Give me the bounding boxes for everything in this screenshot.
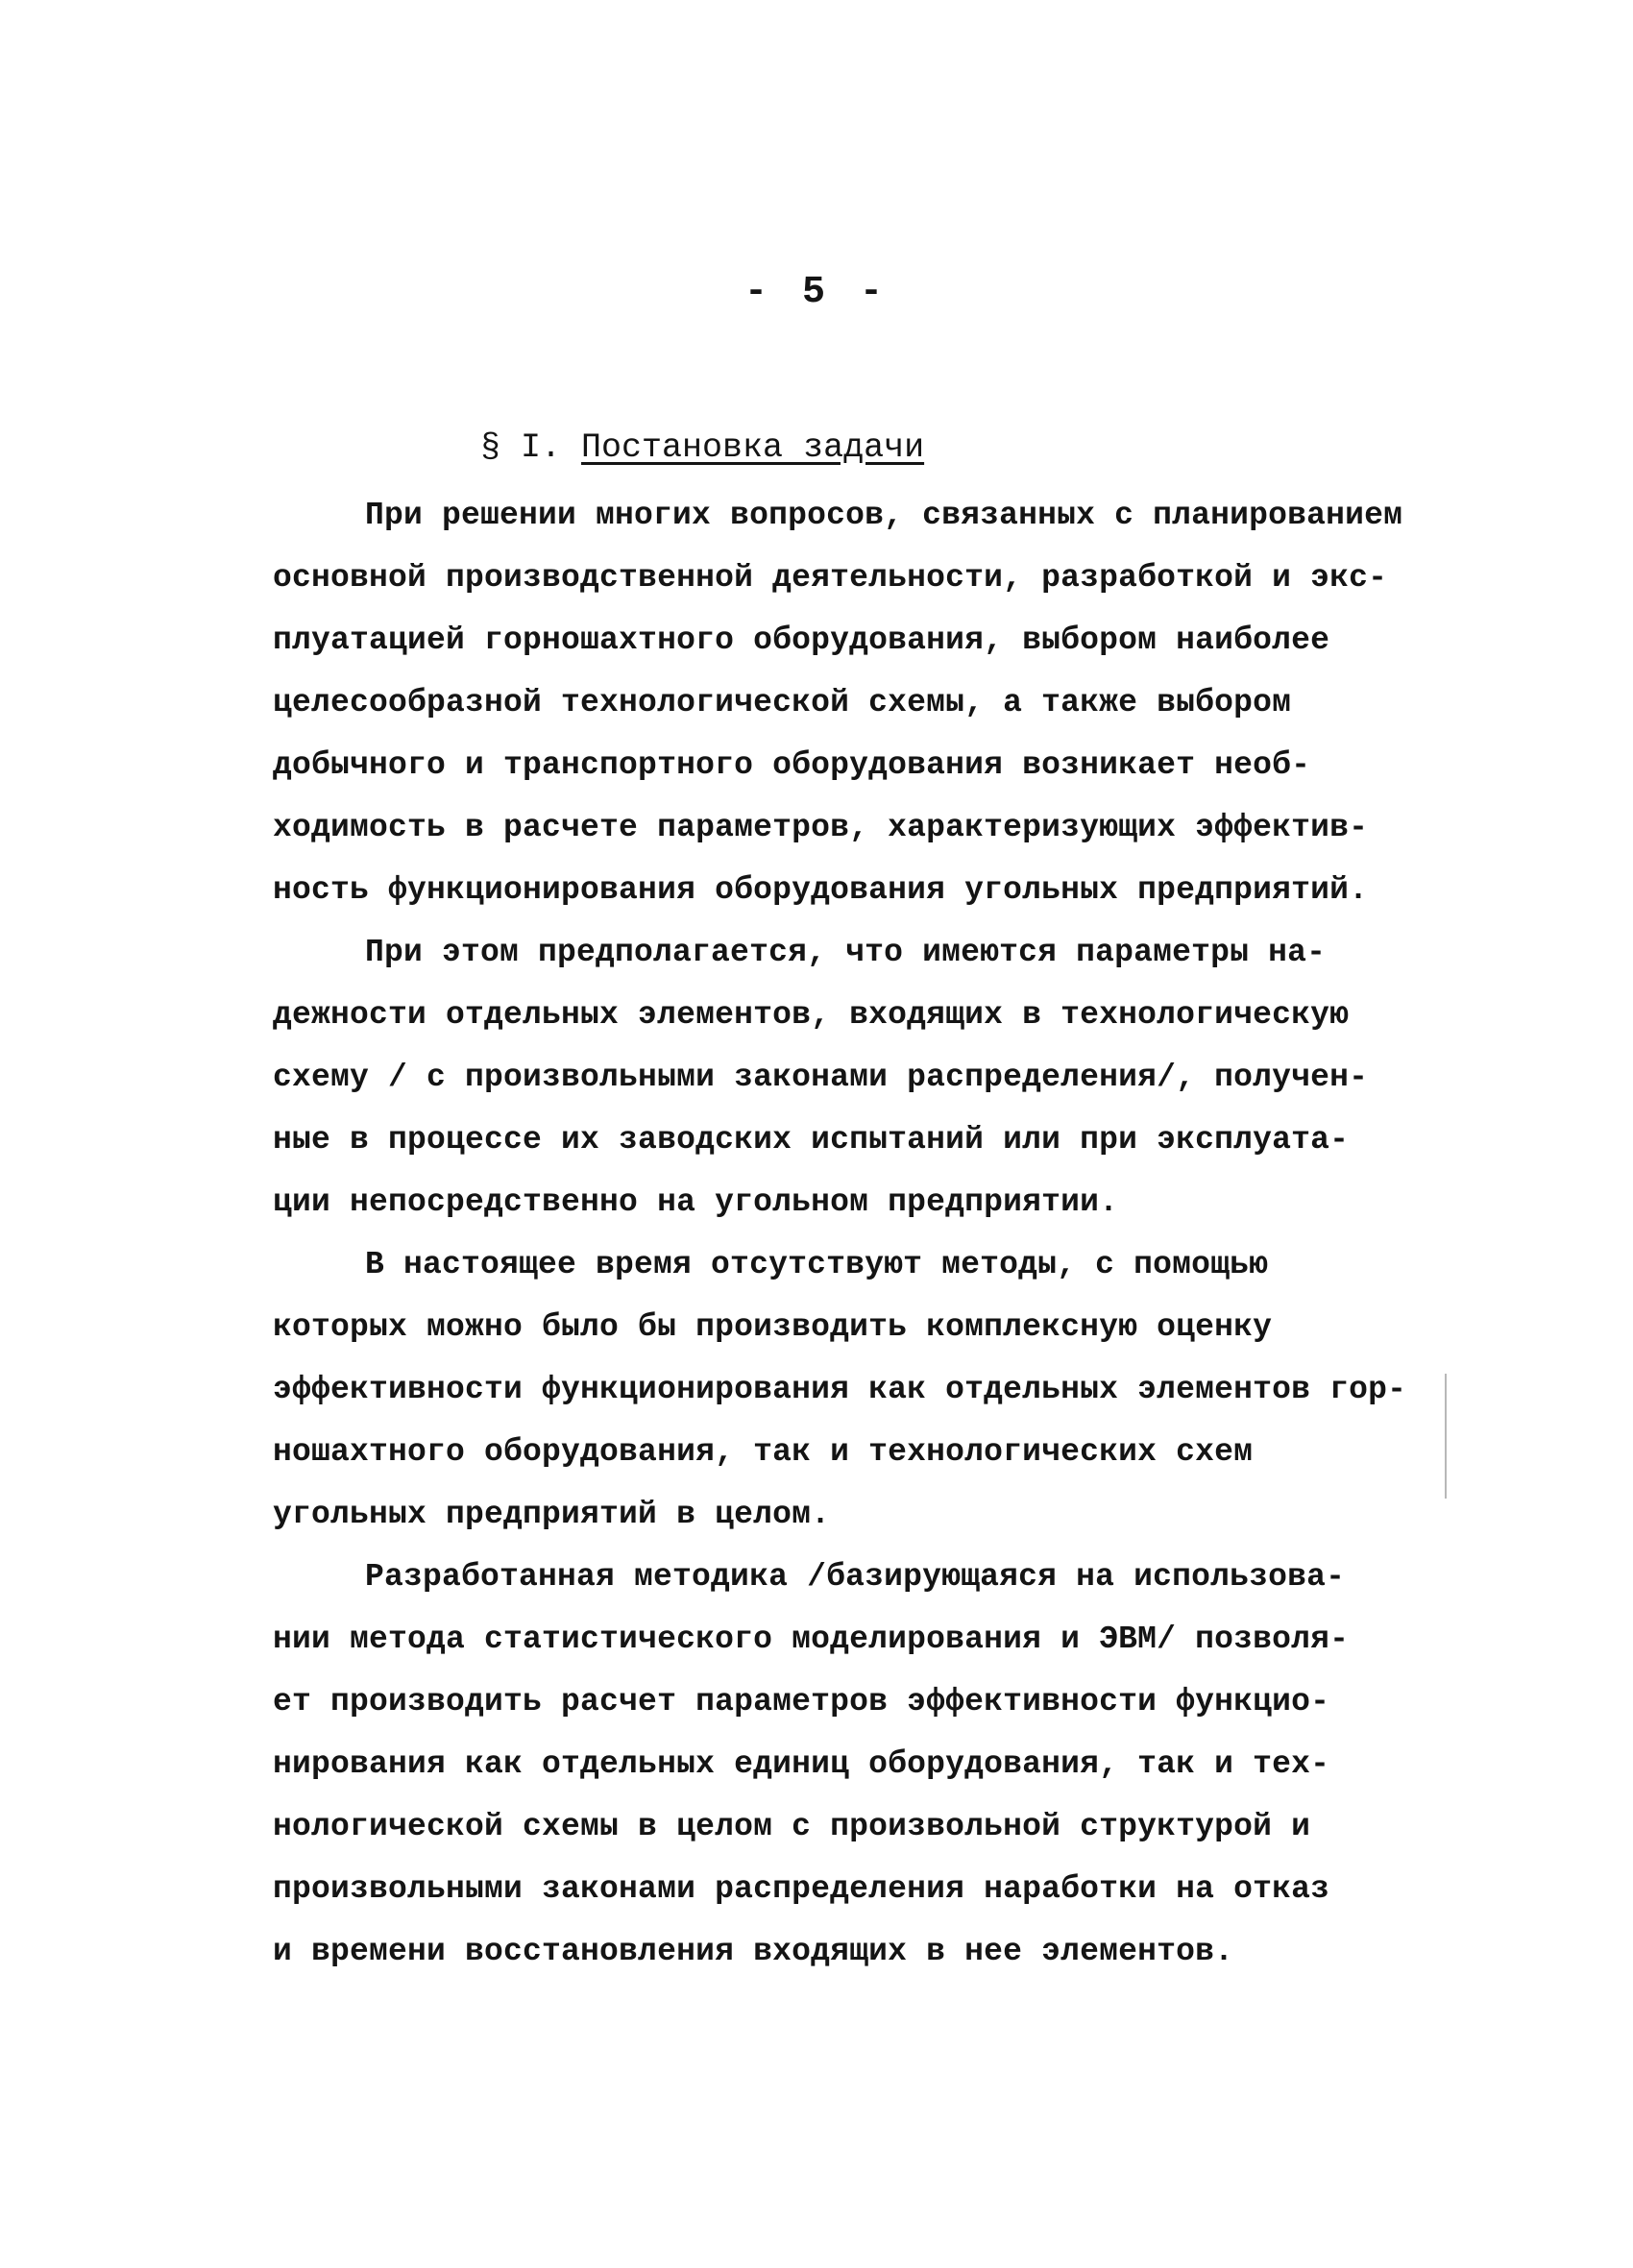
scan-edge-mark	[1445, 1374, 1447, 1499]
section-title: Постановка задачи	[581, 428, 925, 467]
text-line: которых можно было бы производить комплексную оценку	[273, 1309, 1273, 1345]
text-line: В настоящее время отсутствуют методы, с помощью	[365, 1247, 1269, 1282]
text-line: нии метода статистического моделирования и ЭВМ/ позволя-	[273, 1622, 1350, 1657]
text-line: ношахтного оборудования, так и технологических схем	[273, 1434, 1254, 1470]
text-line: ность функционирования оборудования угольных предприятий.	[273, 872, 1369, 908]
text-line: эффективности функционирования как отдельных элементов гор-	[273, 1372, 1407, 1407]
text-line: Разработанная методика /базирующаяся на использова-	[365, 1559, 1346, 1595]
text-line: добычного и транспортного оборудования возникает необ-	[273, 747, 1311, 783]
text-line: ции непосредственно на угольном предприятии.	[273, 1184, 1119, 1220]
text-line: нирования как отдельных единиц оборудования, так и тех-	[273, 1746, 1330, 1782]
text-line: схему / с произвольными законами распределения/, получен-	[273, 1060, 1369, 1095]
text-line: плуатацией горношахтного оборудования, выбором наиболее	[273, 622, 1330, 658]
text-line: нологической схемы в целом с произвольной структурой и	[273, 1809, 1311, 1844]
text-line: ходимость в расчете параметров, характеризующих эффектив-	[273, 810, 1369, 845]
section-heading	[480, 428, 924, 467]
text-line: При этом предполагается, что имеются параметры на-	[365, 935, 1327, 970]
text-line: ет производить расчет параметров эффективности функцио-	[273, 1684, 1330, 1719]
text-line: угольных предприятий в целом.	[273, 1497, 831, 1532]
section-symbol: § I.	[480, 428, 562, 467]
text-line: целесообразной технологической схемы, а также выбором	[273, 685, 1292, 720]
text-line: произвольными законами распределения наработки на отказ	[273, 1871, 1330, 1907]
page-number: - 5 -	[743, 271, 890, 314]
text-line: При решении многих вопросов, связанных с планированием	[365, 498, 1403, 533]
text-line: ные в процессе их заводских испытаний или при эксплуата-	[273, 1122, 1350, 1158]
text-line: и времени восстановления входящих в нее элементов.	[273, 1934, 1234, 1969]
text-line: основной производственной деятельности, разработкой и экс-	[273, 560, 1388, 596]
text-line: дежности отдельных элементов, входящих в технологическую	[273, 997, 1350, 1033]
